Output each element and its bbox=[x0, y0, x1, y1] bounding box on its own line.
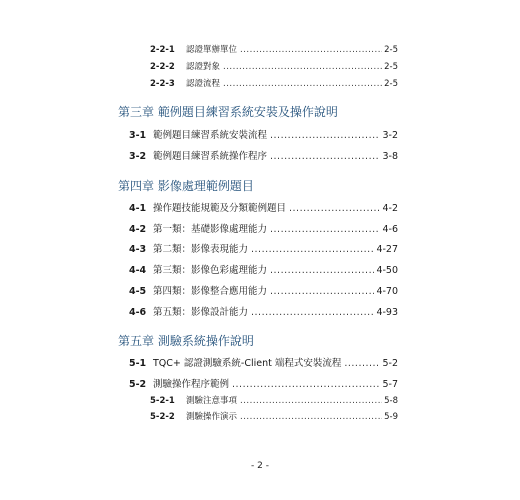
chapter-4-heading: 第四章 影像處理範例題目 bbox=[118, 179, 254, 193]
entry-title: 第一類：基礎影像處理能力 bbox=[153, 224, 268, 235]
leader-dots bbox=[240, 45, 382, 55]
leader-dots bbox=[223, 62, 382, 72]
entry-page: 5-2 bbox=[382, 358, 398, 369]
leader-dots bbox=[232, 379, 380, 390]
leader-dots bbox=[344, 358, 380, 369]
entry-title: 認證流程 bbox=[186, 79, 221, 89]
entry-page: 4-70 bbox=[376, 286, 398, 297]
toc-entry-5-1 bbox=[129, 355, 398, 369]
entry-page: 4-2 bbox=[382, 203, 398, 214]
entry-title: 第五類：影像設計能力 bbox=[153, 307, 249, 318]
toc-entry-4-2 bbox=[129, 221, 398, 235]
entry-title: 操作題技能規範及分類範例題目 bbox=[153, 203, 287, 214]
entry-title: 範例題目練習系統安裝流程 bbox=[153, 130, 268, 141]
toc-entry-4-5 bbox=[129, 283, 398, 297]
entry-number: 4-6 bbox=[129, 307, 147, 318]
leader-dots bbox=[251, 244, 374, 255]
entry-title: 認證單辦單位 bbox=[186, 45, 238, 55]
entry-page: 5-9 bbox=[384, 412, 398, 422]
entry-page: 2-5 bbox=[384, 79, 398, 89]
entry-page: 4-6 bbox=[382, 224, 398, 235]
leader-dots bbox=[240, 396, 382, 406]
leader-dots bbox=[270, 224, 380, 235]
leader-dots bbox=[270, 265, 374, 276]
toc-entry-5-2-2 bbox=[150, 410, 398, 422]
entry-title: 第三類：影像色彩處理能力 bbox=[153, 265, 268, 276]
entry-number: 2-2-1 bbox=[150, 45, 175, 55]
toc-entry-3-2 bbox=[129, 148, 398, 162]
page-number-footer: - 2 - bbox=[251, 461, 269, 471]
entry-number: 4-4 bbox=[129, 265, 147, 276]
toc-entry-5-2 bbox=[129, 376, 398, 390]
entry-title: 第二類：影像表現能力 bbox=[153, 244, 249, 255]
chapter-3-heading: 第三章 範例題目練習系統安裝及操作說明 bbox=[118, 105, 338, 119]
entry-page: 4-93 bbox=[376, 307, 398, 318]
toc-entry-4-1 bbox=[129, 200, 398, 214]
toc-entry-3-1 bbox=[129, 127, 398, 141]
leader-dots bbox=[270, 286, 374, 297]
entry-title: 範例題目練習系統操作程序 bbox=[153, 151, 268, 162]
entry-number: 5-2 bbox=[129, 379, 147, 390]
entry-number: 2-2-3 bbox=[150, 79, 175, 89]
leader-dots bbox=[289, 203, 380, 214]
leader-dots bbox=[270, 130, 380, 141]
toc-entry-4-3 bbox=[129, 241, 398, 255]
entry-number: 4-5 bbox=[129, 286, 147, 297]
entry-page: 2-5 bbox=[384, 45, 398, 55]
toc-entry-5-2-1 bbox=[150, 394, 398, 406]
leader-dots bbox=[240, 412, 382, 422]
entry-title: 認證對象 bbox=[186, 62, 221, 72]
entry-title: 測驗操作程序範例 bbox=[153, 379, 230, 390]
entry-number: 5-2-2 bbox=[150, 412, 175, 422]
leader-dots bbox=[251, 307, 374, 318]
entry-title: 測驗注意事項 bbox=[186, 396, 238, 406]
entry-page: 4-27 bbox=[376, 244, 398, 255]
toc-entry-4-6 bbox=[129, 304, 398, 318]
chapter-5-heading: 第五章 測驗系統操作說明 bbox=[118, 334, 254, 348]
entry-page: 3-8 bbox=[382, 151, 398, 162]
entry-page: 5-8 bbox=[384, 396, 398, 406]
entry-page: 3-2 bbox=[382, 130, 398, 141]
entry-number: 3-2 bbox=[129, 151, 147, 162]
entry-page: 5-7 bbox=[382, 379, 398, 390]
leader-dots bbox=[223, 79, 382, 89]
toc-entry-2-2-3 bbox=[150, 77, 398, 89]
entry-title: TQC+ 認證測驗系統-Client 端程式安裝流程 bbox=[153, 358, 342, 369]
entry-number: 2-2-2 bbox=[150, 62, 175, 72]
toc-entry-4-4 bbox=[129, 262, 398, 276]
entry-title: 測驗操作演示 bbox=[186, 412, 238, 422]
entry-title: 第四類：影像整合應用能力 bbox=[153, 286, 268, 297]
entry-number: 5-1 bbox=[129, 358, 147, 369]
entry-number: 5-2-1 bbox=[150, 396, 175, 406]
entry-page: 2-5 bbox=[384, 62, 398, 72]
entry-number: 3-1 bbox=[129, 130, 147, 141]
toc-entry-2-2-1 bbox=[150, 43, 398, 55]
entry-number: 4-1 bbox=[129, 203, 147, 214]
entry-number: 4-2 bbox=[129, 224, 147, 235]
leader-dots bbox=[270, 151, 380, 162]
entry-page: 4-50 bbox=[376, 265, 398, 276]
toc-entry-2-2-2 bbox=[150, 60, 398, 72]
entry-number: 4-3 bbox=[129, 244, 147, 255]
